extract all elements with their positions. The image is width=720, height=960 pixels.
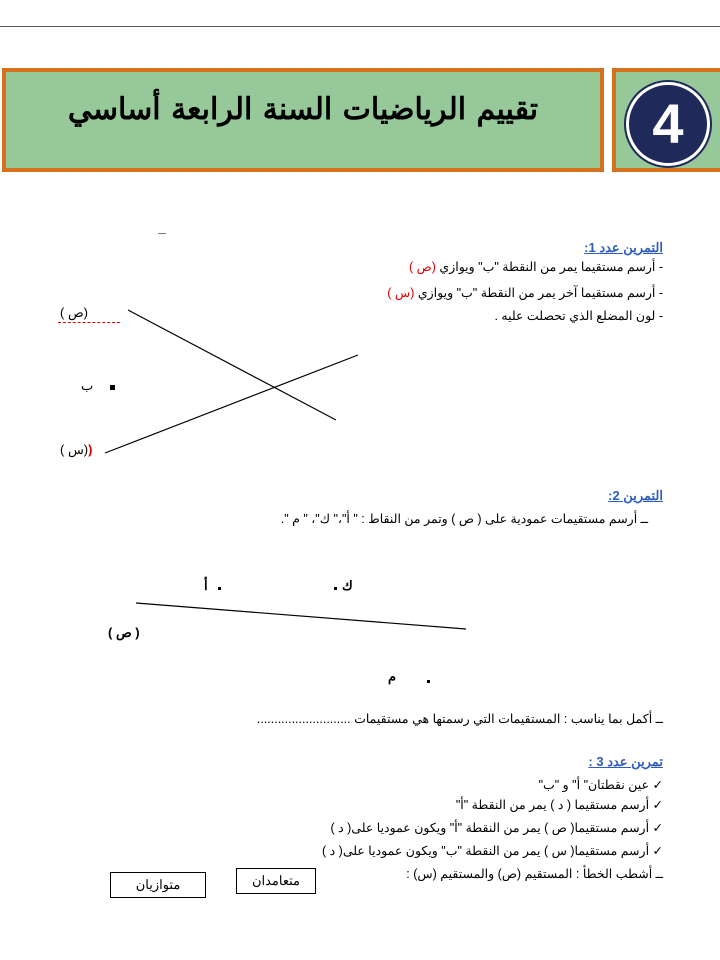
exercise1-line2-text: - أرسم مستقيما آخر يمر من النقطة "ب" ويوازي — [417, 286, 663, 300]
point-mim — [427, 680, 430, 683]
exercise1-line1-red: (ص ) — [409, 260, 436, 274]
line-sad-2 — [136, 603, 466, 629]
page-title: تقييم الرياضيات السنة الرابعة أساسي — [67, 92, 539, 127]
option-perpendicular-box[interactable]: متعامدان — [236, 868, 316, 894]
exercise2-complete: ــ أكمل بما يناسب : المستقيمات التي رسمتها هي مستقيمات ........................... — [256, 712, 663, 726]
exercise1-line2-red: (س ) — [387, 286, 415, 300]
label-point-mim: م — [388, 669, 397, 684]
exercise2-instruction: ــ أرسم مستقيمات عمودية على ( ص ) وتمر من النقاط : " أ"،" ك"، " م ". — [280, 512, 648, 526]
exercise3-heading: تمرين عدد 3 : — [588, 754, 663, 769]
exercise3-item-2: ✓ أرسم مستقيما ( د ) يمر من النقطة "أ" — [455, 798, 663, 812]
label-line-sin: ((س ) — [60, 442, 93, 457]
exercise2-heading: التمرين 2: — [608, 488, 663, 503]
evaluation-number: 4 — [652, 92, 684, 155]
label-alef-text: أ — [204, 578, 208, 593]
label-point-alef — [204, 578, 208, 594]
exercise3-item-1: ✓ عين نقطتان" أ" و "ب" — [538, 778, 663, 792]
exercise3-item-3: ✓ أرسم مستقيما( ص ) يمر من النقطة "أ" ويكون عموديا على( د ) — [330, 821, 663, 835]
label-sin-text: (س ) — [60, 442, 89, 457]
label-point-ba: ب — [81, 378, 94, 393]
exercise1-line3: - لون المضلع الذي تحصلت عليه . — [494, 309, 663, 323]
label-line-sad-2: ( ص ) — [108, 625, 140, 640]
label-sad-text: (ص ) — [60, 305, 88, 320]
label-point-kaf — [342, 578, 353, 594]
point-kaf — [334, 587, 337, 590]
exercise3-item-4: ✓ أرسم مستقيما( س ) يمر من النقطة "ب" ويكون عموديا على( د ) — [321, 844, 663, 858]
point-alef — [218, 587, 221, 590]
line-sin — [105, 355, 358, 453]
exercise3-cross-out: ــ أشطب الخطأ : المستقيم (ص) والمستقيم (س) : — [406, 867, 663, 881]
exercise1-heading: التمرين عدد 1: — [584, 240, 663, 255]
label-kaf-text: ك — [342, 578, 353, 593]
exercise1-line1-text: - أرسم مستقيما يمر من النقطة "ب" ويوازي — [439, 260, 663, 274]
option-parallel-box[interactable]: متوازيان — [110, 872, 206, 898]
